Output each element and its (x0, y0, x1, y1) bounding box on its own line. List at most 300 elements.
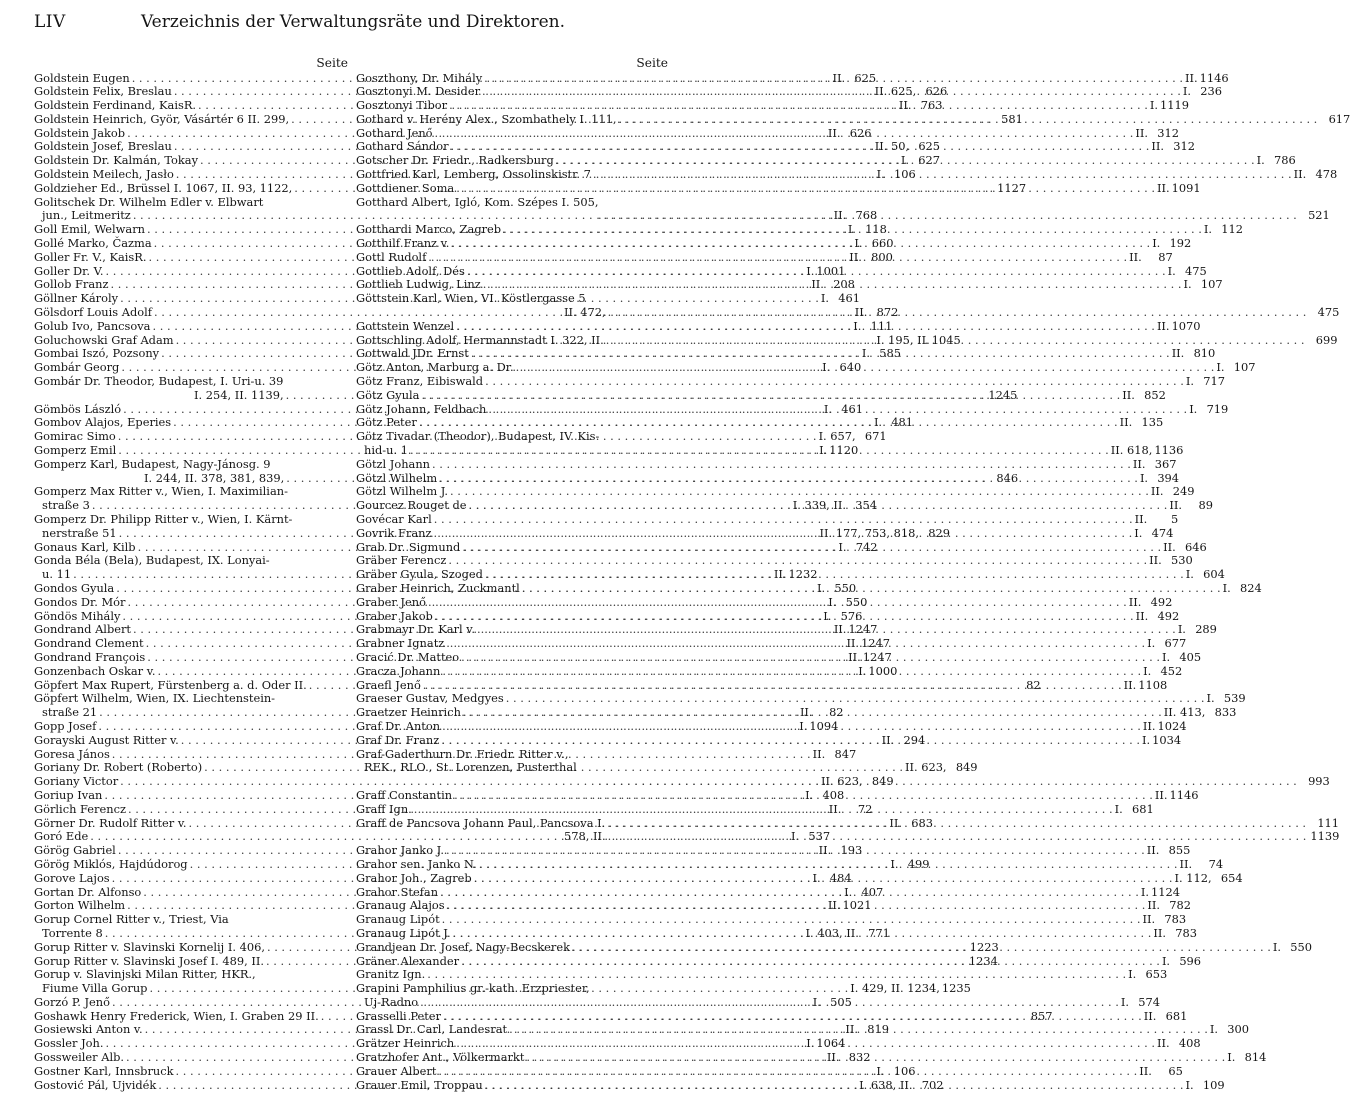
page-ref: 719 (1206, 401, 1229, 416)
entry-text: Graff Ign. (356, 801, 412, 816)
dot-leader (412, 803, 1113, 817)
entry-reference (1225, 1051, 1266, 1065)
index-entry (356, 912, 1187, 927)
entry-text: Graefl Jenő (356, 677, 421, 692)
entry-reference (1181, 85, 1222, 99)
page-ref: 1034 (1152, 732, 1182, 747)
page-ref: 407 (861, 884, 884, 899)
entry-text: Granitz Ign. (356, 967, 426, 982)
entry-reference (1214, 361, 1255, 375)
entry-text: Graff Constantin (356, 787, 453, 802)
dot-leader (441, 1010, 1142, 1024)
page-ref: 1245 (988, 387, 1018, 402)
entry-text: Gondrand François (34, 649, 146, 664)
volume-ref: I. 195, II. (876, 332, 930, 347)
entry-reference (1306, 306, 1339, 320)
page-ref: 1136 (1154, 443, 1184, 458)
entry-reference (1145, 637, 1186, 651)
page-ref: 1234 (968, 953, 998, 968)
page-ref: 111 (1317, 815, 1340, 830)
entry-line (34, 513, 348, 527)
entry-text: Gostner Karl, Innsbruck (34, 1063, 174, 1078)
entry-text: Gotthardi Marco, Zagreb (356, 222, 502, 237)
volume-ref: II. (889, 815, 902, 830)
entry-text: Görög Miklós, Hajdúdorog (34, 856, 188, 871)
entry-reference (1142, 1010, 1188, 1024)
volume-ref: I. (858, 663, 867, 678)
volume-ref: I. 657, (818, 429, 856, 444)
volume-ref: I. (1206, 691, 1215, 706)
entry-text: jun., Leitmeritz (42, 208, 131, 223)
index-entry (34, 774, 894, 789)
entry-text: Gölsdorf Louis Adolf (34, 305, 152, 320)
volume-ref: II. (1169, 498, 1182, 513)
page-ref: 742 (855, 539, 878, 554)
page-ref: 782 (1169, 898, 1192, 913)
dot-leader (482, 72, 1183, 86)
entry-reference (1255, 154, 1296, 168)
page-ref: 72 (857, 801, 873, 816)
page-ref: 484 (829, 870, 852, 885)
volume-ref: II. (1171, 346, 1185, 361)
page-ref: 294 (903, 732, 926, 747)
dot-leader (483, 568, 1184, 582)
page-ref: 849 (871, 774, 894, 789)
dot-leader (605, 817, 1306, 831)
entry-text: Gorove Lajos (34, 870, 110, 885)
page-ref: 106 (893, 167, 916, 182)
entry-reference (1155, 320, 1201, 334)
page-ref: 550 (845, 594, 868, 609)
dot-leader (439, 734, 1140, 748)
entry-text: Goller Dr. V. (34, 263, 104, 278)
page-ref: 855 (1168, 843, 1191, 858)
entry-reference (1149, 140, 1195, 154)
dot-leader (448, 485, 1149, 499)
volume-ref: II. (898, 98, 912, 113)
volume-ref: I. (1147, 636, 1156, 651)
page-ref: 354 (855, 498, 878, 513)
page-ref: 852 (1144, 387, 1166, 402)
entry-text: Goldstein Felix, Breslau (34, 84, 172, 99)
entry-reference (1182, 278, 1223, 292)
volume-ref: I. (1161, 953, 1171, 968)
page-ref: 249 (1172, 484, 1195, 499)
seite-label-left: Seite (316, 56, 348, 70)
volume-ref: I. (838, 539, 847, 554)
dot-leader (440, 665, 1141, 679)
entry-text: Gratzhofer Ant., Völkermarkt (356, 1050, 525, 1065)
volume-ref: I. (805, 787, 814, 802)
entry-text: Gorup v. Slavinjski Milan Ritter, HKR., (34, 967, 256, 982)
volume-ref: II. (1128, 594, 1142, 609)
page-ref: 872 (876, 305, 899, 320)
dot-leader (472, 872, 1173, 886)
volume-ref: II. (849, 249, 862, 264)
dot-leader (440, 913, 1141, 927)
entry-reference (1133, 513, 1179, 527)
page-ref: 530 (1171, 553, 1193, 568)
entry-text: Gomperz Karl, Budapest, Nagy-Jánosg. 9 (34, 456, 271, 471)
page-ref: 625 (854, 70, 877, 85)
dot-leader (514, 361, 1215, 375)
page-ref: 857 (1030, 1008, 1053, 1023)
entry-text: Gourcez Rouget de (356, 498, 467, 513)
dot-leader (606, 306, 1307, 320)
entry-text: Goszthony, Dr. Mihály (356, 70, 483, 85)
volume-ref: I. (890, 856, 899, 871)
dot-leader (554, 154, 1255, 168)
page-ref: 832 (848, 1050, 871, 1065)
entry-text: Gorton Wilhelm (34, 898, 126, 913)
entry-text: Götzl Wilhelm (356, 470, 438, 485)
entry-line (356, 982, 668, 996)
entry-text: nerstraße 51 (42, 525, 117, 540)
entry-text: Görner Dr. Rudolf Ritter v. (34, 815, 187, 830)
entry-line (356, 553, 1193, 568)
volume-ref: I. (1139, 470, 1149, 485)
entry-reference (1147, 554, 1193, 568)
volume-ref: II. (1143, 1008, 1157, 1023)
entry-reference (1306, 817, 1339, 831)
page-ref: 1064 (816, 1036, 846, 1051)
entry-reference (1162, 706, 1237, 720)
entry-text: Goriany Victor (34, 774, 119, 789)
entry-reference (1183, 72, 1229, 86)
page-ref: 1235 (941, 981, 971, 996)
volume-ref: I. (1189, 401, 1198, 416)
dot-leader (480, 85, 1181, 99)
entry-reference (1155, 1037, 1201, 1051)
entry-text: Grahor sen. Janko N. (356, 856, 477, 871)
page-ref: 312 (1173, 139, 1195, 154)
entry-text: Grapini Pamphilius gr.-kath. Erzpriester, (356, 981, 590, 996)
entry-reference (1184, 568, 1225, 582)
dot-leader (467, 499, 1168, 513)
volume-ref: II. (848, 649, 861, 664)
page-ref: 5 (1170, 512, 1179, 526)
volume-ref: I. (1142, 732, 1151, 747)
dot-leader (430, 458, 1131, 472)
page-ref: 1021 (842, 898, 872, 913)
volume-ref: I. (822, 360, 831, 375)
volume-ref: I. (799, 718, 808, 733)
entry-reference (1148, 99, 1189, 113)
page-ref: 819 (867, 1022, 890, 1037)
entry-text: Granaug Lipót (356, 912, 440, 927)
volume-ref: II. (828, 801, 842, 816)
entry-reference (1109, 444, 1184, 458)
entry-text: Torrente 8 (42, 925, 103, 940)
page-ref: 521 (1308, 208, 1330, 223)
dot-leader (432, 513, 1133, 527)
page-header (34, 12, 672, 40)
entry-text: Grab Dr. Sigmund (356, 539, 461, 554)
volume-ref: I. (853, 318, 862, 333)
dot-leader (460, 541, 1161, 555)
volume-ref: II. (827, 898, 841, 913)
entry-reference (1145, 844, 1191, 858)
entry-reference (848, 982, 971, 996)
entry-text: I. 254, II. 1139, (194, 387, 284, 402)
volume-ref: II. (1153, 925, 1167, 940)
page-ref: 408 (822, 787, 845, 802)
volume-ref: II. (1179, 856, 1193, 871)
entry-text: Götz Johann, Feldbach (356, 401, 487, 416)
entry-text: Gombár Dr. Theodor, Budapest, I. Uri-u. 39 (34, 374, 284, 389)
entry-reference (1221, 582, 1262, 596)
volume-ref: I. (1227, 1050, 1236, 1065)
volume-ref: I. (900, 153, 909, 168)
entry-reference (811, 748, 857, 762)
volume-ref: I. 403, II. (805, 925, 859, 940)
dot-leader (459, 955, 1160, 969)
page-ref: 625 (918, 139, 941, 154)
entry-reference (1119, 996, 1160, 1010)
entry-reference (1127, 596, 1173, 610)
entry-text: Goldstein Dr. Kalmán, Tokay (34, 153, 199, 168)
volume-ref: II. (1132, 456, 1146, 471)
dot-leader (447, 99, 1148, 113)
entry-text: Graff de Pancsova Johann Paul, Pancsova I. (356, 815, 606, 830)
page-ref: 800 (871, 249, 893, 264)
volume-ref: II. (1157, 180, 1170, 195)
page-ref: 1045 (931, 332, 961, 347)
volume-ref: II. (1142, 718, 1156, 733)
entry-text: Göttstein Karl, Wien, VI. Köstlergasse 5 (356, 291, 586, 306)
entry-text: Gräner Alexander (356, 953, 460, 968)
entry-text: straße 21 (42, 705, 98, 720)
entry-reference (1145, 899, 1191, 913)
entry-text: Gothard Jenő (356, 125, 433, 140)
page-ref: 786 (1273, 153, 1296, 168)
page-ref: 1146 (1199, 70, 1229, 85)
entry-text: Granaug Lipót J. (356, 925, 451, 940)
dot-leader (507, 1023, 1208, 1037)
entry-text: Görög Gabriel (34, 843, 116, 858)
volume-ref: II. (846, 636, 860, 651)
entry-text: Gosztonyi M. Desider (356, 84, 481, 99)
entry-line (356, 748, 668, 762)
entry-reference (1153, 789, 1199, 803)
entry-reference (1120, 389, 1166, 403)
entry-line (34, 485, 348, 499)
page-ref: 627 (918, 153, 940, 168)
entry-text: Goriup Ivan (34, 787, 103, 802)
dot-leader (596, 775, 1297, 789)
entry-text: Gombár Georg (34, 360, 120, 375)
page-ref: 829 (928, 525, 951, 540)
entry-reference (1297, 775, 1330, 789)
page-number: LIV (34, 12, 66, 32)
entry-text: Gracza Johann (356, 663, 441, 678)
entry-text: hid-u. 1 (364, 443, 408, 458)
entry-text: Grätzer Heinrich (356, 1036, 455, 1051)
page-ref: 814 (1244, 1050, 1267, 1065)
entry-text: Goró Ede (34, 829, 89, 844)
entry-text: Graber Jakob (356, 608, 433, 623)
entry-text: Gondrand Clement (34, 636, 144, 651)
index-entry (356, 512, 1179, 527)
entry-text: Gomperz Emil (34, 443, 117, 458)
entry-text: Gothard v. Herény Alex., Szombathely I. 111, (356, 111, 617, 126)
page-ref: 783 (1175, 925, 1198, 940)
entry-text: Goluchowski Graf Adam (34, 332, 174, 347)
entry-text: Göllner Károly (34, 291, 119, 306)
volume-ref: I. (1272, 939, 1281, 954)
volume-ref: II. (1163, 539, 1176, 554)
entry-text: Götzl Johann (356, 456, 431, 471)
entry-reference (1166, 265, 1207, 279)
entry-reference (1167, 499, 1213, 513)
entry-line (34, 208, 878, 223)
volume-ref: II. (832, 70, 846, 85)
dot-leader (461, 706, 1162, 720)
dot-leader (436, 1065, 1137, 1079)
volume-ref: I. (812, 870, 821, 885)
entry-text: Golub Ivo, Pancsova (34, 318, 151, 333)
dot-leader (451, 927, 1152, 941)
dot-leader (454, 182, 1155, 196)
entry-reference (1131, 458, 1177, 472)
volume-ref: II. (1151, 139, 1164, 154)
entry-line (356, 430, 668, 444)
entry-text: Gorup Ritter v. Slavinski Kornelij I. 406, (34, 939, 265, 954)
page-ref: 89 (1198, 498, 1213, 513)
entry-text: Gräber Gyula, Szoged (356, 567, 483, 582)
page-ref: 107 (1200, 277, 1223, 292)
dot-leader (459, 651, 1160, 665)
entry-reference (1306, 830, 1339, 844)
volume-ref: I. (854, 236, 863, 251)
volume-ref: I. 429, II. 1234, (850, 981, 940, 996)
page-ref: 537 (808, 829, 831, 844)
entry-text: Gostović Pál, Ujvidék (34, 1077, 157, 1092)
page-ref: 492 (1157, 608, 1180, 623)
entry-text: Goshawk Henry Frederick, Wien, I. Graben 29 II. (34, 1008, 319, 1023)
volume-ref: I. (1140, 884, 1149, 899)
entry-reference (1126, 968, 1167, 982)
page-title: Verzeichnis der Verwaltungsräte und Direktoren. (140, 12, 566, 32)
page-ref: 810 (1193, 346, 1216, 361)
entry-reference (1271, 941, 1312, 955)
entry-text: Grassl Dr. Carl, Landesrat (356, 1022, 508, 1037)
entry-reference (1208, 1023, 1249, 1037)
volume-ref: I. (873, 415, 883, 430)
entry-text: Graber Jenő (356, 594, 426, 609)
entry-text: Gollob Franz (34, 277, 109, 292)
entry-text: Grahor Stefan (356, 884, 439, 899)
page-ref: 461 (838, 291, 861, 306)
entry-text: straße 3 (42, 498, 90, 513)
entry-text: Gosztonyi Tibor (356, 98, 448, 113)
entry-text: Goller Fr. V., KaisR. (34, 249, 147, 264)
page-ref: 481 (891, 415, 914, 430)
entry-text: Gottstein Wenzel (356, 318, 455, 333)
volume-ref: I. (806, 263, 815, 278)
page-ref: 107 (1233, 360, 1256, 375)
dot-leader (454, 1037, 1155, 1051)
page-ref: 1223 (969, 939, 999, 954)
volume-ref: I. (876, 167, 885, 182)
dot-leader (524, 1051, 1225, 1065)
volume-ref: II. (1147, 898, 1161, 913)
dot-leader (417, 416, 1118, 430)
page-ref: 702 (921, 1077, 944, 1092)
entry-text: 578, II. (564, 829, 606, 844)
entry-text: Gondos Dr. Mór (34, 594, 126, 609)
page-ref: 300 (1227, 1022, 1250, 1037)
page-ref: 604 (1203, 567, 1225, 582)
entry-text: Granaug Alajos (356, 898, 445, 913)
entry-line (34, 913, 348, 927)
dot-leader (449, 140, 1150, 154)
volume-ref: I. (1120, 994, 1130, 1009)
volume-ref: II. (1184, 70, 1198, 85)
page-ref: 193 (840, 843, 863, 858)
entry-reference (1149, 485, 1195, 499)
entry-text: Gömbös László (34, 401, 122, 416)
volume-ref: II. (1150, 484, 1164, 499)
volume-ref: II. (773, 567, 787, 582)
entry-reference (1160, 651, 1201, 665)
entry-text: Grabner Ignatz (356, 636, 445, 651)
dot-leader (421, 679, 1122, 693)
dot-leader (449, 237, 1150, 251)
page-ref: 763 (920, 98, 943, 113)
page-ref: 474 (1151, 525, 1174, 540)
volume-ref: I. (1185, 374, 1195, 389)
entry-line (34, 968, 348, 982)
entry-reference (1305, 334, 1338, 348)
entry-line (356, 456, 1177, 472)
page-ref: 289 (1195, 622, 1217, 637)
entry-text: Gomperz Dr. Philipp Ritter v., Wien, I. Kärnt- (34, 512, 293, 526)
entry-text: Gossweiler Alb. (34, 1050, 125, 1065)
entry-reference (1184, 1079, 1225, 1093)
entry-text: Göpfert Max Rupert, Fürstenberg a. d. Oder II. (34, 677, 307, 692)
entry-text: Gomirac Simo (34, 429, 116, 444)
page-ref: 1070 (1171, 318, 1201, 333)
volume-ref: I. (819, 443, 828, 458)
page-ref: 1247 (862, 649, 892, 664)
dot-leader (445, 899, 1146, 913)
dot-leader (483, 1079, 1184, 1093)
entry-text: Grahor Joh., Zagreb (356, 870, 472, 885)
volume-ref: I. (844, 884, 853, 899)
volume-ref: II. 618, (1110, 443, 1153, 458)
volume-ref: II. (881, 732, 895, 747)
entry-line (356, 512, 1179, 527)
volume-ref: I. (1183, 277, 1192, 292)
dot-leader (591, 168, 1292, 182)
page-ref: 626 (849, 125, 872, 140)
volume-ref: I. (1161, 649, 1171, 664)
entry-text: Gotscher Dr. Friedr., Radkersburg (356, 153, 554, 168)
page-ref: 118 (865, 222, 887, 237)
entry-text: Gossler Joh. (34, 1036, 104, 1051)
entry-text: Golitschek Dr. Wilhelm Edler v. Elbwart (34, 194, 264, 209)
page-ref: 1247 (848, 622, 878, 637)
volume-ref: I. (1203, 222, 1213, 237)
volume-ref: I. 339, II. (792, 498, 847, 513)
page-ref: 452 (1160, 663, 1183, 678)
page-ref: 576 (840, 608, 863, 623)
page-ref: 653 (1145, 967, 1168, 982)
entry-text: Gonaus Karl, Kilb (34, 539, 136, 554)
entry-reference (1150, 237, 1191, 251)
volume-ref: II. 623, (904, 760, 947, 775)
